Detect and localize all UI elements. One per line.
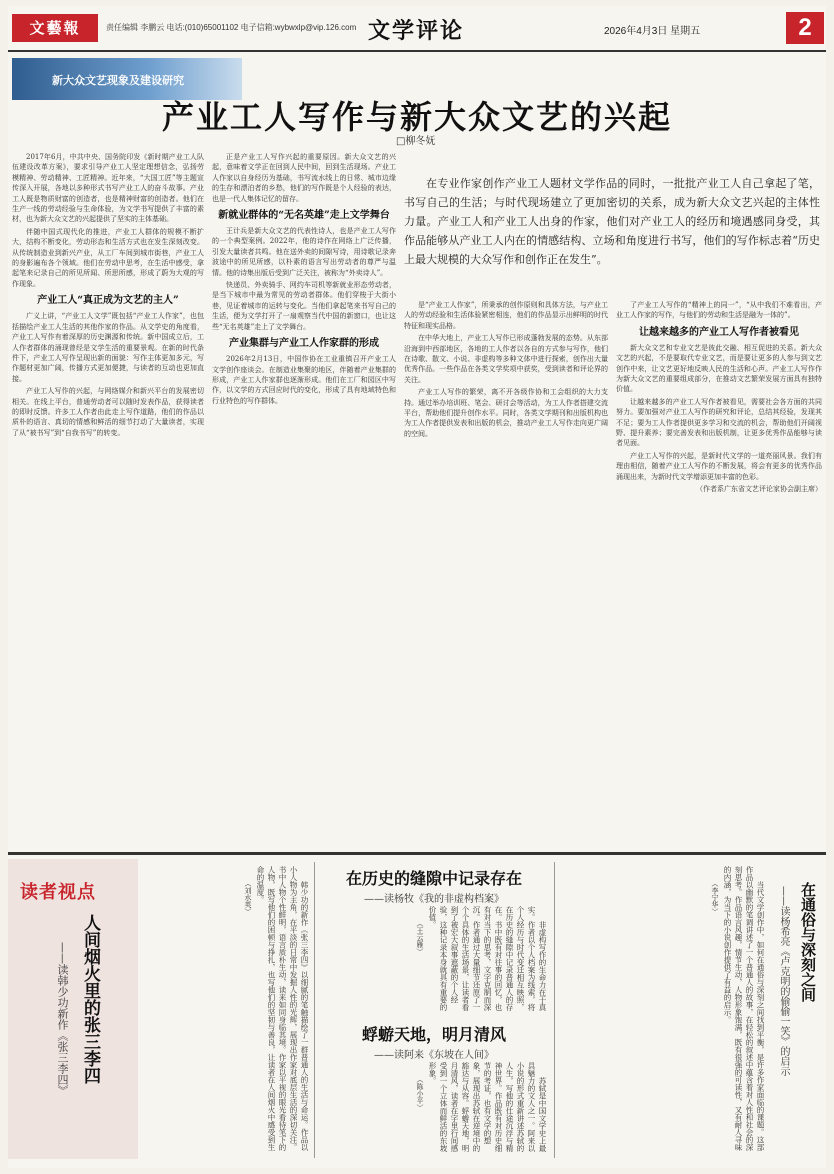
page-number: 2 <box>786 12 824 44</box>
review-subtitle-2: ——读杨牧《我的非虚构档案》 <box>364 894 504 905</box>
newspaper-page <box>8 6 826 1168</box>
reader-column-tag: 读者视点 <box>20 882 96 903</box>
review-body-3 <box>320 1062 548 1158</box>
issue-date: 2026年4月3日 星期五 <box>604 26 701 37</box>
article-author: □柳冬妩 <box>396 136 436 147</box>
column-rule <box>314 862 315 1158</box>
section-heading: 让越来越多的产业工人写作者被看见 <box>639 326 799 338</box>
editor-info: 责任编辑 李鹏云 电话:(010)65001102 电子信箱:wybwxlp@vip.126.com <box>106 23 357 32</box>
review-body-1 <box>144 866 310 1158</box>
review-signature-4: （李宁华） <box>711 880 719 915</box>
article-column-3 <box>404 300 608 844</box>
review-body-2 <box>320 906 548 1016</box>
paragraph: 产业工人写作的兴起，是新时代文学的一道亮丽风景。我们有理由相信，随着产业工人写作的不断发展，将会有更多的优秀作品涌现出来，为新时代文学增添更加丰富的色彩。 <box>616 451 822 481</box>
paragraph: 王计兵是新大众文艺的代表性诗人，也是产业工人写作的一个典型案例。2022年，他的诗作在网络上广泛传播，引发大量读者共鸣。他在送外卖的间隙写诗，用诗歌记录奔波途中的所见所感，以朴素的语言写出劳动者的尊严与温情。他的诗集出版后受到广泛关注，被称为“外卖诗人”。 <box>212 227 396 277</box>
review-subtitle-4: ——读杨希亮《卢克明的偷偷一笑》的启示 <box>778 886 789 1076</box>
masthead <box>8 6 826 52</box>
section-title: 文学评论 <box>368 18 465 44</box>
column-rule <box>554 862 555 1158</box>
review-title-4: 在通俗与深刻之间 <box>799 882 817 1002</box>
section-divider <box>8 852 826 855</box>
review-body-4 <box>560 866 766 1158</box>
review-subtitle-1: ——读韩少功新作《张三李四》 <box>56 942 69 1096</box>
column-banner-label: 新大众文艺现象及建设研究 <box>52 74 184 87</box>
section-heading: 新就业群体的“无名英雄”走上文学舞台 <box>218 210 390 222</box>
article-column-2 <box>212 152 396 844</box>
paragraph: 韩少功的新作《张三李四》以细腻的笔触描绘了一群普通人的生活与命运。作品以小人物为主角，在平淡的日常中发掘人性的光辉，展现出作家对底层生活的深切关注。书中人物个性鲜明，语言质朴生动，读来如同身临其境。作家以平视的眼光看待笔下的人物，既写他们的困顿与挣扎，也写他们的坚韧与善良，让读者在人间烟火中感受到生命的温度。 <box>256 866 309 1151</box>
paragraph: 产业工人写作的兴起，与网络媒介和新兴平台的发展密切相关。在线上平台，普通劳动者可以随时发表作品，获得读者的即时反馈。许多工人作者由此走上写作道路，他们的作品以质朴的语言、真切的情感和鲜活的细节打动了大量读者，实现了从“被书写”到“自我书写”的转变。 <box>12 387 204 437</box>
paragraph: 当代文学创作中，如何在通俗与深刻之间找到平衡，是许多作家面临的课题。这部作品以幽默的笔调讲述了一个普通人的故事，在轻松的叙述中蕴含着对人性和社会的深刻思考。作品语言风趣，情节生动，人物形象饱满，既有很强的可读性，又有耐人寻味的内涵，为当下的小说创作提供了有益的启示。 <box>723 866 765 1151</box>
paragraph: 让越来越多的产业工人写作者被看见，需要社会各方面的共同努力。要加强对产业工人写作的研究和评论，总结其经验，发现其不足；要为工人作者提供更多学习和交流的机会，帮助他们开阔视野、提升素养；要完善发表和出版机制，让更多优秀作品能够与读者见面。 <box>616 397 822 448</box>
paragraph: 苏轼是中国文学史上最具魅力的文人之一。阿来以小说的形式重新讲述苏轼的人生，写他的仕途沉浮与精神世界。作品既有对历史细节的考证，也有文学的想象，展现出苏轼在逆境中的豁达与从容。蜉蝣天地，明月清风，读者在字里行间感受到一个立体而鲜活的东坡形象。 <box>428 1062 547 1152</box>
paragraph: 非虚构写作的生命力在于真实。作者以个人档案为线索，将个人经历与时代变迁相互映照，在历史的缝隙中记录普通人的存在。书中既有对往事的回忆，也有对当下的思考，文字克制而深沉。作者通过大量细节还原了一个个具体的生活场景，让读者看到了被宏大叙事遮蔽的个人经验，这种记录本身就具有重要的价值。 <box>428 906 547 1011</box>
paragraph: 快递员、外卖骑手、网约车司机等新就业形态劳动者，是当下城市中最为常见的劳动者群体。他们穿梭于大街小巷，见证着城市的运转与变化。当他们拿起笔来书写自己的生活，便为文学打开了一扇观察当代中国的新窗口，也让这些“无名英雄”走上了文学舞台。 <box>212 281 396 331</box>
section-heading: 产业集群与产业工人作家群的形成 <box>229 338 379 350</box>
section-heading: 产业工人“真正成为文艺的主人” <box>37 295 179 307</box>
paragraph: 在中华大地上，产业工人写作已形成蓬勃发展的态势。从东部沿海到中西部地区，各地的工人作者以各自的方式参与写作，他们在诗歌、散文、小说、非虚构等多种文体中进行探索，创作出大量优秀作品。一些作品在各类文学奖项中获奖，受到读者和评论界的关注。 <box>404 334 608 384</box>
paragraph: 2017年6月，中共中央、国务院印发《新时期产业工人队伍建设改革方案》，要求引导产业工人坚定理想信念，弘扬劳模精神、劳动精神、工匠精神。近年来，“大国工匠”等主题宣传深入开展，各地以多种形式书写产业工人的奋斗故事。产业工人既是物质财富的创造者，也是精神财富的创造者。他们在生产一线的劳动经验与生命体验，为文学书写提供了丰富的素材，也为新大众文艺的兴起提供了坚实的主体基础。 <box>12 153 204 224</box>
newspaper-logo: 文藝報 <box>12 14 98 42</box>
review-subtitle-3: ——读阿来《东坡在人间》 <box>374 1050 494 1061</box>
review-title-1: 人间烟火里的张三李四 <box>80 914 100 1084</box>
paragraph: 产业工人写作的繁荣，离不开各级作协和工会组织的大力支持。通过举办培训班、笔会、研讨会等活动，为工人作者搭建交流平台，帮助他们提升创作水平。同时，各类文学期刊和出版机构也为工人作者提供发表和出版的机会，推动产业工人写作走向更广阔的空间。 <box>404 388 608 438</box>
article-column-1 <box>12 152 204 844</box>
review-title-2: 在历史的缝隙中记录存在 <box>345 869 522 888</box>
review-signature-3: （陈小平） <box>416 1076 424 1111</box>
paragraph: 广义上讲，“产业工人文学”既包括“产业工人作家”，也包括描绘产业工人生活的其他作家的作品。从文学史的角度看，产业工人写作有着深厚的历史渊源和传统。新中国成立后，工人作者群体的涌现曾经是文学生活的重要景观。在新的时代条件下，产业工人写作呈现出新的面貌：写作主体更加多元，写作题材更加广阔，传播方式更加便捷，与读者的互动也更加直接。 <box>12 312 204 383</box>
author-note: （作者系广东省文艺评论家协会副主席） <box>696 485 822 494</box>
paragraph: 伴随中国式现代化的推进，产业工人群体的规模不断扩大，结构不断变化，劳动形态和生活方式也在发生深刻改变。从传统制造业到新兴产业，从工厂车间到城市街巷，产业工人的身影遍布各个领域。他们在劳动中思考，在生活中感受，拿起笔来记录自己的所见所闻、所思所感，形成了蔚为大观的写作现象。 <box>12 227 204 288</box>
review-signature-2: （王云雁） <box>416 920 424 955</box>
paragraph: 了产业工人写作的“精神上的同一”，“从中我们不难看出，产业工人作家的写作，与他们的劳动和生活是融为一体的”。 <box>616 301 822 320</box>
reader-sidebar-band <box>8 859 138 1159</box>
review-signature-1: （刘水英） <box>244 880 252 915</box>
paragraph: 是“产业工人作家”，所秉承的创作原则和具体方法，与产业工人的劳动经验和生活体验紧密相连，他们的作品显示出鲜明的时代特征和现实品格。 <box>404 301 608 330</box>
paragraph: 新大众文艺和专业文艺是彼此交融、相互促进的关系。新大众文艺的兴起，不是要取代专业文艺，而是要让更多的人参与到文艺创作中来，让文艺更好地反映人民的生活和心声。产业工人写作作为新大众文艺的重要组成部分，在推动文艺繁荣发展方面具有独特价值。 <box>616 343 822 394</box>
paragraph: 正是产业工人写作兴起的重要原因。新大众文艺的兴起，意味着文学正在回到人民中间，回到生活现场。产业工人作家以自身经历为基础，书写流水线上的日常、城市边缘的生存和漂泊者的乡愁，他们的写作既是个人经验的表达，也是一代人集体记忆的留存。 <box>212 153 396 203</box>
review-title-3: 蜉蝣天地，明月清风 <box>361 1025 506 1044</box>
paragraph: 2026年2月13日，中国作协在工业重镇召开产业工人文学创作座谈会。在制造业集聚的地区，伴随着产业集群的形成，产业工人作家群也逐渐形成。他们在工厂和园区中写作，以文学的方式回应时代的变化，形成了具有地域特色和行业特色的写作群体。 <box>212 355 396 405</box>
article-column-4 <box>616 300 822 844</box>
article-title: 产业工人写作与新大众文艺的兴起 <box>161 98 672 136</box>
pull-quote: 在专业作家创作产业工人题材文学作品的同时，一批批产业工人自己拿起了笔，书写自己的生活；与时代现场建立了更加密切的关系，成为新大众文艺兴起的主体性力量。产业工人和产业工人出身的作家，他们对产业工人的经历和境遇感同身受，其作品能够从产业工人内在的情感结构、立场和角度进行书写，他们的写作标志着“历史上最大规模的大众写作和创作正在发生”。 <box>404 177 820 266</box>
